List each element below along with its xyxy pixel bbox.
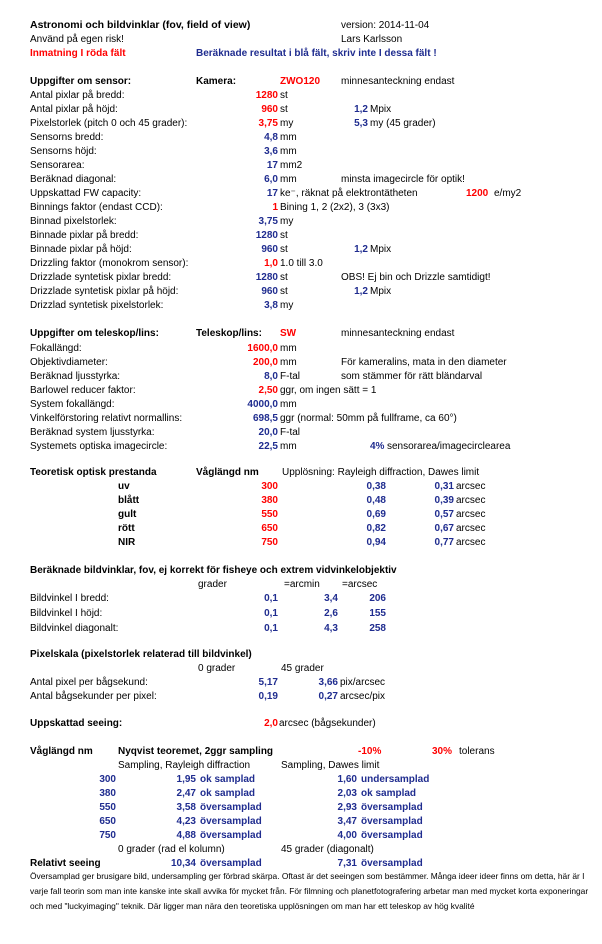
telescope-row-label: Vinkelförstoring relativt normallins:	[30, 413, 183, 424]
optics-band-name: blått	[118, 495, 140, 506]
area-ratio-value: 4%	[370, 441, 385, 452]
telescope-row-label: Barlowel reducer faktor:	[30, 385, 136, 396]
telescope-input[interactable]: 200,0	[252, 357, 278, 368]
optics-wavelength-input[interactable]: 300	[261, 481, 278, 492]
nyquist-dawes-value: 3,47	[337, 816, 357, 827]
input-note: Inmatning I röda fält	[30, 48, 126, 59]
sensor-value: 6,0	[264, 174, 278, 185]
nyquist-rayleigh-value: 1,95	[176, 774, 196, 785]
fov-heading: Beräknade bildvinklar, fov, ej korrekt för fisheye och extrem vidvinkelobjektiv	[30, 565, 397, 576]
nyquist-rayleigh-value: 4,23	[176, 816, 196, 827]
telescope-unit: F-tal	[280, 371, 300, 382]
sensor-row-label: Binnings faktor (endast CCD):	[30, 202, 163, 213]
sensor-row-label: Binnade pixlar på bredd:	[30, 230, 139, 241]
telescope-unit: F-tal	[280, 427, 300, 438]
fov-col-arcsec: =arcsec	[342, 579, 378, 590]
sensor-unit: ke⁻, räknat på elektrontätheten	[280, 188, 418, 199]
optics-unit: arcsec	[456, 509, 486, 520]
pixelscale-row-label: Antal bågsekunder per pixel:	[30, 691, 157, 702]
calc-note: Beräknade resultat i blå fält, skriv inte I dessa fält !	[196, 48, 437, 59]
sensor-extra-unit: minsta imagecircle för optik!	[341, 174, 465, 185]
telescope-value: 4000,0	[247, 399, 278, 410]
nyquist-wavelength: 300	[99, 774, 116, 785]
fov-row-label: Bildvinkel I bredd:	[30, 593, 109, 604]
pixelscale-col-45: 45 grader	[281, 663, 324, 674]
lens-note: minnesanteckning endast	[341, 328, 455, 339]
relative-seeing-dawes-value: 7,31	[337, 858, 357, 869]
nyquist-dawes-status: översamplad	[361, 830, 423, 841]
sensor-unit: my	[280, 300, 294, 311]
fw-density-unit: e/my2	[494, 188, 522, 199]
pixelscale-unit: pix/arcsec	[340, 677, 386, 688]
camera-input[interactable]: ZWO120	[280, 76, 321, 87]
telescope-row-label: Beräknad system ljusstyrka:	[30, 427, 155, 438]
lens-input[interactable]: SW	[280, 328, 297, 339]
area-ratio-label: sensorarea/imagecirclearea	[387, 441, 511, 452]
telescope-unit: mm	[280, 343, 297, 354]
telescope-row-label: Systemets optiska imagecircle:	[30, 441, 168, 452]
fov-arcsec-value: 206	[369, 593, 386, 604]
telescope-unit: ggr (normal: 50mm på fullframe, ca 60°)	[280, 413, 457, 424]
sensor-row-label: Beräknad diagonal:	[30, 174, 117, 185]
sensor-unit: st	[280, 272, 288, 283]
sensor-row-label: Sensorns bredd:	[30, 132, 104, 143]
relative-seeing-dawes-text: översamplad	[361, 858, 423, 869]
nyquist-wavelength: 650	[99, 816, 116, 827]
optics-unit: arcsec	[456, 537, 486, 548]
nyquist-rayleigh-status: översamplad	[200, 802, 262, 813]
tolerance-label: tolerans	[459, 746, 495, 757]
nyquist-wavelength: 380	[99, 788, 116, 799]
nyquist-rayleigh-value: 2,47	[176, 788, 196, 799]
optics-rayleigh-value: 0,38	[366, 481, 386, 492]
optics-unit: arcsec	[456, 495, 486, 506]
seeing-unit: arcsec (bågsekunder)	[279, 718, 376, 729]
optics-wavelength-input[interactable]: 550	[261, 509, 278, 520]
optics-unit: arcsec	[456, 523, 486, 534]
sensor-unit: st	[280, 90, 288, 101]
fov-degrees-value: 0,1	[264, 593, 278, 604]
nyquist-dawes-value: 1,60	[337, 774, 357, 785]
nyquist-dawes-value: 2,03	[337, 788, 357, 799]
sensor-unit: Bining 1, 2 (2x2), 3 (3x3)	[280, 202, 390, 213]
sensor-input[interactable]: 3,75	[258, 118, 278, 129]
telescope-row-label: Fokallängd:	[30, 343, 82, 354]
nyquist-foot-45: 45 grader (diagonalt)	[281, 844, 374, 855]
pixelscale-45-value: 3,66	[318, 677, 338, 688]
sensor-row-label: Drizzling faktor (monokrom sensor):	[30, 258, 189, 269]
pixelscale-0-value: 0,19	[258, 691, 278, 702]
sensor-extra-value: 1,2	[354, 244, 368, 255]
fov-row-label: Bildvinkel diagonalt:	[30, 623, 119, 634]
telescope-value: 8,0	[264, 371, 278, 382]
sensor-unit: st	[280, 286, 288, 297]
sensor-heading: Uppgifter om sensor:	[30, 76, 132, 87]
relative-seeing-label: Relativt seeing	[30, 858, 101, 869]
sensor-value: 1280	[255, 272, 278, 283]
nyquist-rayleigh-status: översamplad	[200, 816, 262, 827]
sensor-unit: st	[280, 244, 288, 255]
fov-col-degrees: grader	[198, 579, 227, 590]
sensor-row-label: Drizzlade syntetisk pixlar bredd:	[30, 272, 172, 283]
sensor-value: 3,6	[264, 146, 278, 157]
nyquist-dawes-status: översamplad	[361, 816, 423, 827]
fov-degrees-value: 0,1	[264, 623, 278, 634]
sensor-value: 960	[261, 244, 278, 255]
optics-dawes-value: 0,57	[434, 509, 454, 520]
sensor-input[interactable]: 960	[261, 104, 278, 115]
sensor-unit: mm	[280, 146, 297, 157]
nyquist-wavelength: 550	[99, 802, 116, 813]
nyquist-rayleigh-status: ok samplad	[200, 788, 256, 799]
telescope-value: 22,5	[258, 441, 278, 452]
sensor-value: 1280	[255, 230, 278, 241]
fw-density-input[interactable]: 1200	[466, 188, 489, 199]
fov-degrees-value: 0,1	[264, 608, 278, 619]
relative-seeing-rayleigh-text: översamplad	[200, 858, 262, 869]
risk-note: Använd på egen risk!	[30, 34, 124, 45]
optics-unit: arcsec	[456, 481, 486, 492]
nyquist-sub-rayleigh: Sampling, Rayleigh diffraction	[118, 760, 251, 771]
telescope-row-label: System fokallängd:	[30, 399, 115, 410]
sensor-unit: mm	[280, 132, 297, 143]
nyquist-sub-dawes: Sampling, Dawes limit	[281, 760, 380, 771]
sensor-extra-unit: Mpix	[370, 286, 392, 297]
sensor-row-label: Antal pixlar på höjd:	[30, 104, 118, 115]
resolution-header: Upplösning: Rayleigh diffraction, Dawes limit	[282, 467, 480, 478]
optics-rayleigh-value: 0,94	[366, 537, 386, 548]
sensor-row-label: Binnad pixelstorlek:	[30, 216, 117, 227]
optics-band-name: NIR	[118, 537, 136, 548]
camera-label: Kamera:	[196, 76, 237, 87]
pixelscale-0-value: 5,17	[258, 677, 278, 688]
optics-dawes-value: 0,67	[434, 523, 454, 534]
sensor-input[interactable]: 1	[272, 202, 278, 213]
sensor-row-label: Binnade pixlar på höjd:	[30, 244, 132, 255]
nyquist-rayleigh-status: ok samplad	[200, 774, 256, 785]
sensor-value: 17	[266, 188, 278, 199]
optics-dawes-value: 0,77	[434, 537, 454, 548]
optics-band-name: rött	[118, 523, 135, 534]
lens-label: Teleskop/lins:	[196, 328, 262, 339]
fov-arcmin-value: 2,6	[324, 608, 338, 619]
sensor-row-label: Pixelstorlek (pitch 0 och 45 grader):	[30, 118, 188, 129]
sensor-extra-value: 5,3	[354, 118, 368, 129]
sensor-input[interactable]: 1280	[255, 90, 278, 101]
optics-dawes-value: 0,31	[434, 481, 454, 492]
sensor-input[interactable]: 1,0	[264, 258, 278, 269]
sensor-extra-unit: Mpix	[370, 244, 392, 255]
fov-row-label: Bildvinkel I höjd:	[30, 608, 103, 619]
pixelscale-45-value: 0,27	[318, 691, 338, 702]
camera-note: minnesanteckning endast	[341, 76, 455, 87]
sensor-row-label: Drizzlad syntetisk pixelstorlek:	[30, 300, 164, 311]
telescope-input[interactable]: 2,50	[258, 385, 278, 396]
pixelscale-col-0: 0 grader	[198, 663, 236, 674]
sensor-unit: 1.0 till 3.0	[280, 258, 323, 269]
pixelscale-heading: Pixelskala (pixelstorlek relaterad till bildvinkel)	[30, 649, 252, 660]
sensor-value: 4,8	[264, 132, 278, 143]
telescope-unit: mm	[280, 399, 297, 410]
optics-wavelength-input[interactable]: 750	[261, 537, 278, 548]
telescope-value: 20,0	[258, 427, 278, 438]
nyquist-wavelength-header: Våglängd nm	[30, 746, 93, 757]
sensor-row-label: Sensorns höjd:	[30, 146, 97, 157]
optics-rayleigh-value: 0,69	[366, 509, 386, 520]
sensor-unit: mm	[280, 174, 297, 185]
nyquist-dawes-status: ok samplad	[361, 788, 417, 799]
sensor-extra-unit: my (45 grader)	[370, 118, 436, 129]
page-title: Astronomi och bildvinklar (fov, field of view)	[30, 19, 251, 31]
sensor-unit: st	[280, 104, 288, 115]
version-label: version: 2014-11-04	[341, 20, 430, 31]
sensor-unit: my	[280, 216, 294, 227]
relative-seeing-rayleigh-value: 10,34	[170, 858, 196, 869]
telescope-unit: mm	[280, 441, 297, 452]
telescope-unit: ggr, om ingen sätt = 1	[280, 385, 377, 396]
sensor-value: 960	[261, 286, 278, 297]
nyquist-dawes-status: översamplad	[361, 802, 423, 813]
fov-arcsec-value: 155	[369, 608, 386, 619]
nyquist-title: Nyqvist teoremet, 2ggr sampling	[118, 746, 274, 757]
telescope-value: 698,5	[252, 413, 278, 424]
telescope-row-label: Beräknad ljusstyrka:	[30, 371, 121, 382]
sensor-value: 17	[266, 160, 278, 171]
fov-arcsec-value: 258	[369, 623, 386, 634]
telescope-note: För kameralins, mata in den diameter	[341, 357, 507, 368]
nyquist-rayleigh-value: 4,88	[176, 830, 196, 841]
nyquist-dawes-status: undersamplad	[361, 774, 430, 785]
pixelscale-unit: arcsec/pix	[340, 691, 386, 702]
sensor-extra-unit: OBS! Ej bin och Drizzle samtidigt!	[341, 272, 491, 283]
nyquist-rayleigh-value: 3,58	[176, 802, 196, 813]
telescope-note: som stämmer för rätt bländarval	[341, 371, 483, 382]
sensor-row-label: Drizzlade syntetisk pixlar på höjd:	[30, 286, 179, 297]
sensor-unit: my	[280, 118, 294, 129]
wavelength-header: Våglängd nm	[196, 467, 259, 478]
sensor-row-label: Uppskattad FW capacity:	[30, 188, 142, 199]
seeing-input[interactable]: 2,0	[264, 718, 278, 729]
optics-rayleigh-value: 0,48	[366, 495, 386, 506]
footnote: Översamplad ger brusigare bild, undersampling ger förbrad skärpa. Oftast är det seeingen som bestämmer. Många ideer ideer finns om detta, här är I varje fall teorin som man inte kanske inte skall avvika för mycket från. För filmning och planetfotografering arbetar man med mycket korta exponeringar och med "luckyimaging" teknik. Där ligger man nära den teoretiska upplösningen om man har ett teleskop av hög kvalité	[30, 871, 589, 911]
nyquist-rayleigh-status: översamplad	[200, 830, 262, 841]
optics-wavelength-input[interactable]: 650	[261, 523, 278, 534]
fov-col-arcmin: =arcmin	[284, 579, 320, 590]
optics-heading: Teoretisk optisk prestanda	[30, 467, 157, 478]
telescope-unit: mm	[280, 357, 297, 368]
nyquist-wavelength: 750	[99, 830, 116, 841]
tolerance-plus-input[interactable]: 30%	[432, 746, 453, 757]
sensor-extra-unit: Mpix	[370, 104, 392, 115]
sensor-value: 3,8	[264, 300, 278, 311]
optics-wavelength-input[interactable]: 380	[261, 495, 278, 506]
optics-band-name: gult	[118, 509, 137, 520]
fov-arcmin-value: 3,4	[324, 593, 338, 604]
nyquist-dawes-value: 2,93	[337, 802, 357, 813]
sensor-extra-value: 1,2	[354, 286, 368, 297]
sensor-unit: mm2	[280, 160, 303, 171]
sensor-row-label: Sensorarea:	[30, 160, 85, 171]
sensor-extra-value: 1,2	[354, 104, 368, 115]
tolerance-minus-input[interactable]: -10%	[358, 746, 382, 757]
optics-rayleigh-value: 0,82	[366, 523, 386, 534]
sensor-unit: st	[280, 230, 288, 241]
telescope-row-label: Objektivdiameter:	[30, 357, 108, 368]
telescope-input[interactable]: 1600,0	[247, 343, 278, 354]
sensor-value: 3,75	[258, 216, 278, 227]
nyquist-foot-0: 0 grader (rad el kolumn)	[118, 844, 225, 855]
author-name: Lars Karlsson	[341, 34, 403, 45]
seeing-label: Uppskattad seeing:	[30, 718, 123, 729]
nyquist-dawes-value: 4,00	[337, 830, 357, 841]
telescope-heading: Uppgifter om teleskop/lins:	[30, 328, 159, 339]
optics-band-name: uv	[118, 481, 130, 492]
optics-dawes-value: 0,39	[434, 495, 454, 506]
pixelscale-row-label: Antal pixel per bågsekund:	[30, 677, 148, 688]
fov-arcmin-value: 4,3	[324, 623, 338, 634]
sensor-row-label: Antal pixlar på bredd:	[30, 90, 125, 101]
